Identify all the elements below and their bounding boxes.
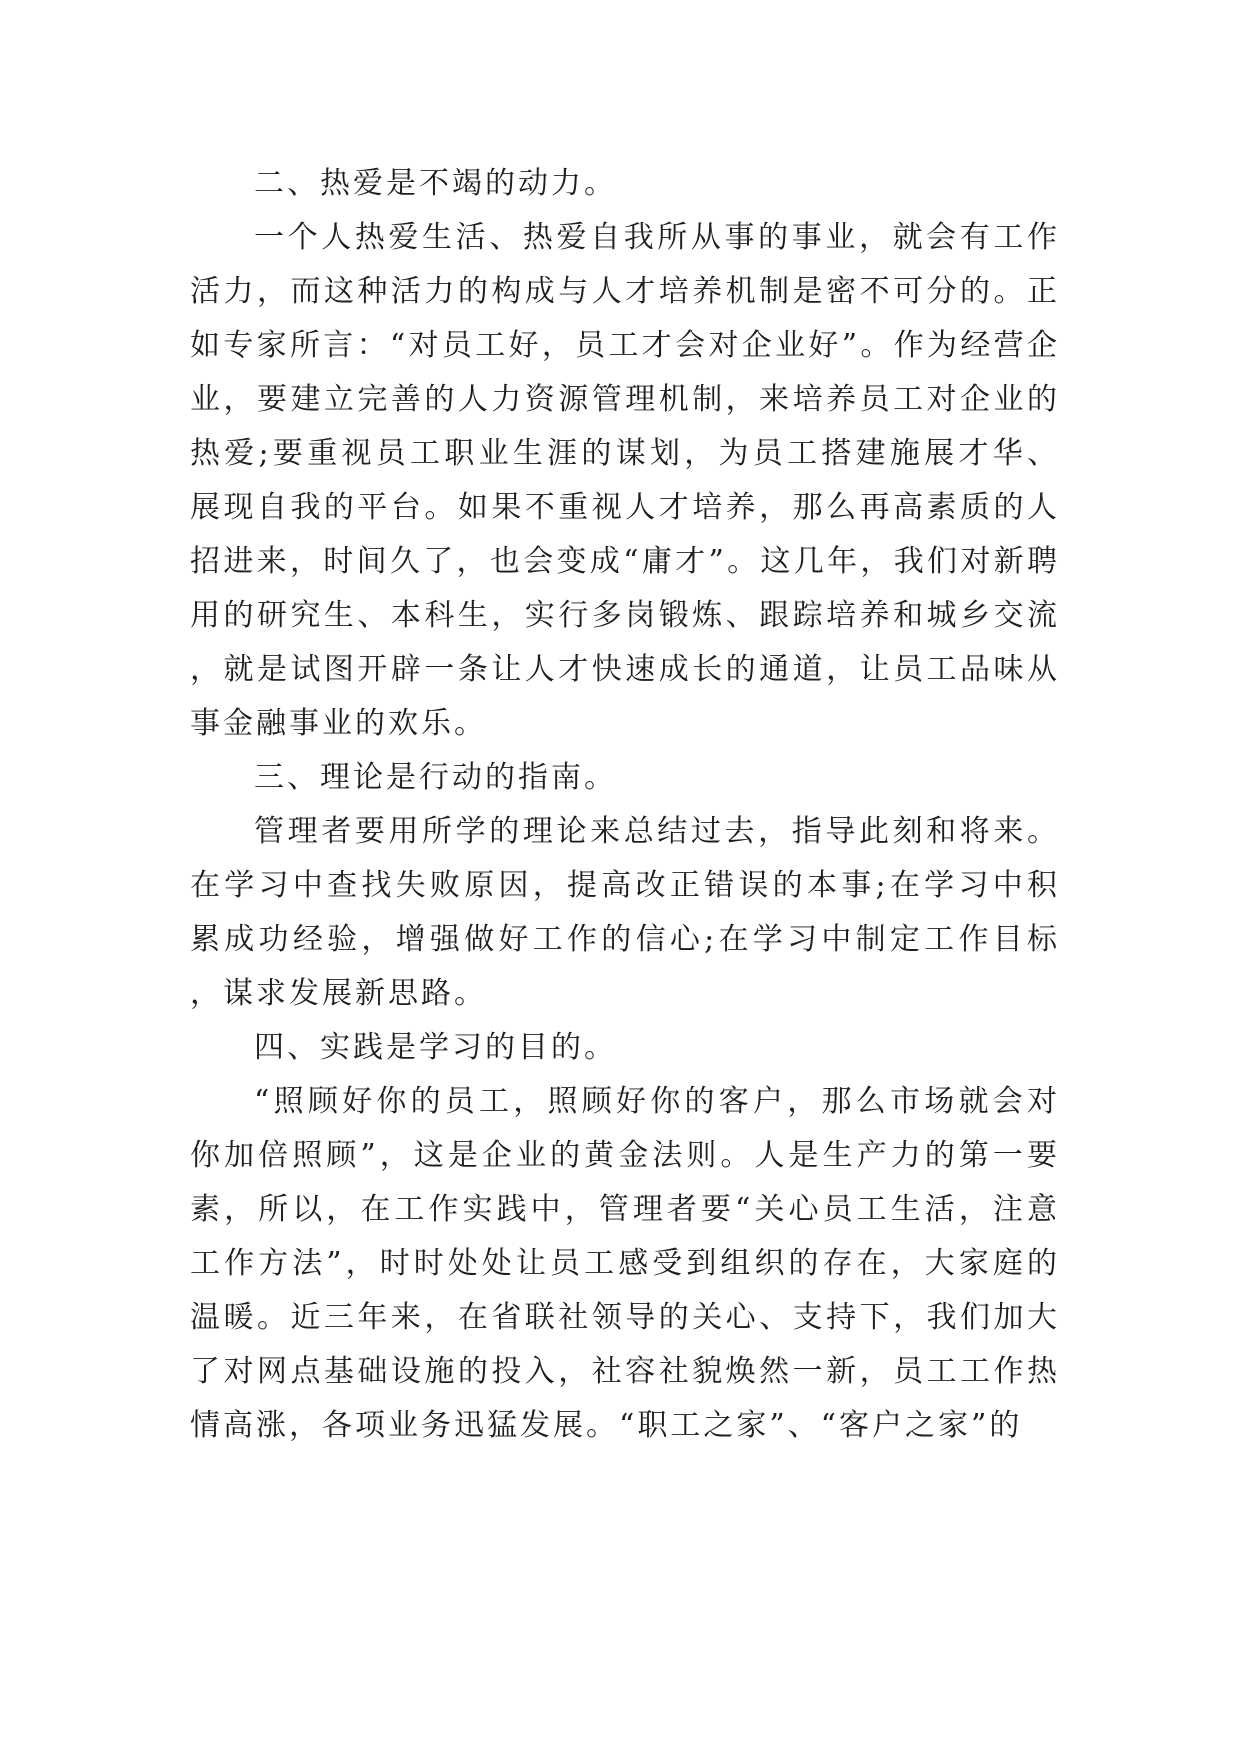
document-body — [190, 157, 1060, 1453]
section-heading-practice: 四、实践是学习的目的。 — [254, 1030, 617, 1065]
section-heading-theory: 三、理论是行动的指南。 — [254, 760, 617, 795]
paragraph-passion: 一个人热爱生活、热爱自我所从事的事业，就会有工作活力，而这种活力的构成与人才培养机制是密不可分的。正如专家所言：“对员工好，员工才会对企业好”。作为经营企业，要建立完善的人力资源管理机制，来培养员工对企业的热爱;要重视员工职业生涯的谋划，为员工搭建施展才华、展现自我的平台。如果不重视人才培养，那么再高素质的人招进来，时间久了，也会变成“庸才”。这几年，我们对新聘用的研究生、本科生，实行多岗锻炼、跟踪培养和城乡交流，就是试图开辟一条让人才快速成长的通道，让员工品味从事金融事业的欢乐。 — [190, 220, 1060, 741]
paragraph-practice: “照顾好你的员工，照顾好你的客户，那么市场就会对你加倍照顾”，这是企业的黄金法则。人是生产力的第一要素，所以，在工作实践中，管理者要“关心员工生活，注意工作方法”，时时处处让员工感受到组织的存在，大家庭的温暖。近三年来，在省联社领导的关心、支持下，我们加大了对网点基础设施的投入，社容社貌焕然一新，员工工作热情高涨，各项业务迅猛发展。“职工之家”、“客户之家”的 — [190, 1084, 1060, 1443]
section-heading-passion: 二、热爱是不竭的动力。 — [254, 166, 617, 201]
paragraph-theory: 管理者要用所学的理论来总结过去，指导此刻和将来。在学习中查找失败原因，提高改正错误的本事;在学习中积累成功经验，增强做好工作的信心;在学习中制定工作目标，谋求发展新思路。 — [190, 814, 1060, 1011]
